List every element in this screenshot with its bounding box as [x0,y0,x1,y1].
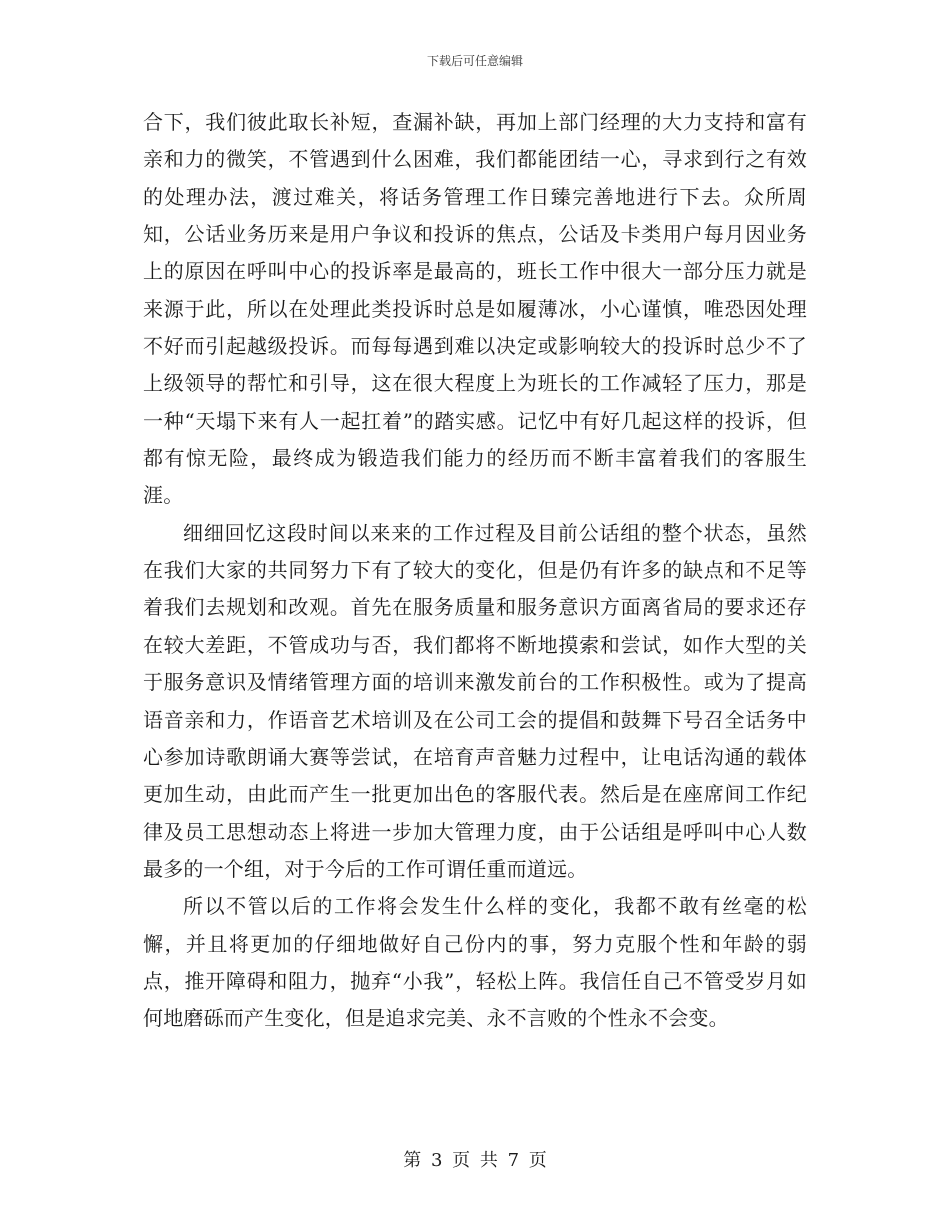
paragraph-2: 细细回忆这段时间以来来的工作过程及目前公话组的整个状态，虽然在我们大家的共同努力下有了较大的变化，但是仍有许多的缺点和不足等着我们去规划和改观。首先在服务质量和服务意识方面离省局的要求还存在较大差距，不管成功与否，我们都将不断地摸索和尝试，如作大型的关于服务意识及情绪管理方面的培训来激发前台的工作积极性。或为了提高语音亲和力，作语音艺术培训及在公司工会的提倡和鼓舞下号召全话务中心参加诗歌朗诵大赛等尝试，在培育声音魅力过程中，让电话沟通的载体更加生动，由此而产生一批更加出色的客服代表。然后是在座席间工作纪律及员工思想动态上将进一步加大管理力度，由于公话组是呼叫中心人数最多的一个组，对于今后的工作可谓任重而道远。 [143,520,807,881]
paragraph-3: 所以不管以后的工作将会发生什么样的变化，我都不敢有丝毫的松懈，并且将更加的仔细地做好自己份内的事，努力克服个性和年龄的弱点，推开障碍和阻力，抛弃“小我”，轻松上阵。我信任自己不管受岁月如何地磨砾而产生变化，但是追求完美、永不言败的个性永不会变。 [143,894,807,1031]
page-header: 下载后可任意编辑 [426,54,523,68]
document-body [143,104,807,1038]
page-number: 第 3 页 共 7 页 [403,1150,547,1171]
paragraph-1: 合下，我们彼此取长补短，查漏补缺，再加上部门经理的大力支持和富有亲和力的微笑，不管遇到什么困难，我们都能团结一心，寻求到行之有效的处理办法，渡过难关，将话务管理工作日臻完善地进行下去。众所周知，公话业务历来是用户争议和投诉的焦点，公话及卡类用户每月因业务上的原因在呼叫中心的投诉率是最高的，班长工作中很大一部分压力就是来源于此，所以在处理此类投诉时总是如履薄冰，小心谨慎，唯恐因处理不好而引起越级投诉。而每每遇到难以决定或影响较大的投诉时总少不了上级领导的帮忙和引导，这在很大程度上为班长的工作减轻了压力，那是一种“天塌下来有人一起扛着”的踏实感。记忆中有好几起这样的投诉，但都有惊无险，最终成为锻造我们能力的经历而不断丰富着我们的客服生涯。 [143,110,807,508]
